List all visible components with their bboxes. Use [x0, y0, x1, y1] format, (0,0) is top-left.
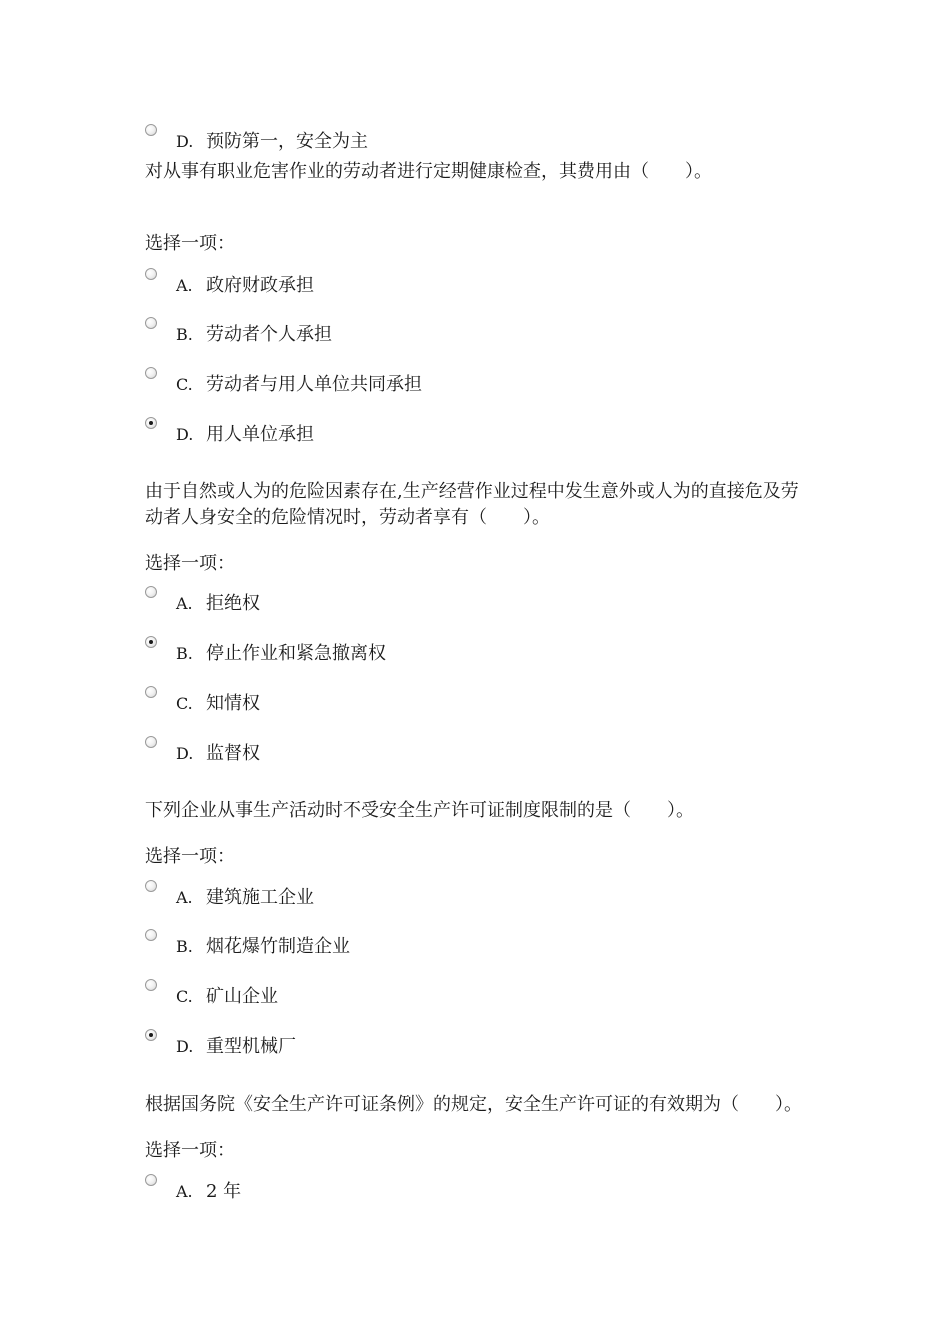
option-text: 政府财政承担 — [206, 275, 314, 296]
option-text: 劳动者与用人单位共同承担 — [206, 374, 422, 395]
option-letter: A. — [176, 888, 193, 907]
radio-button[interactable] — [145, 929, 157, 941]
option-letter: D. — [176, 744, 194, 763]
radio-button[interactable] — [145, 686, 157, 698]
option-letter: C. — [176, 375, 193, 394]
radio-button[interactable] — [145, 736, 157, 748]
radio-button-selected[interactable] — [145, 636, 157, 648]
radio-button[interactable] — [145, 124, 157, 136]
option-letter: C. — [176, 987, 193, 1006]
prompt-label: 选择一项： — [145, 553, 235, 574]
radio-button[interactable] — [145, 367, 157, 379]
option-letter: B. — [176, 644, 193, 663]
option-letter: D. — [176, 425, 194, 444]
question-text: 下列企业从事生产活动时不受安全生产许可证制度限制的是（ ）。 — [145, 800, 694, 821]
option-text: 用人单位承担 — [206, 424, 314, 445]
prompt-label: 选择一项： — [145, 846, 235, 867]
question-text: 由于自然或人为的危险因素存在,生产经营作业过程中发生意外或人为的直接危及劳动者人身安全的危险情况时，劳动者享有（ ）。 — [145, 481, 799, 528]
option-letter: A. — [176, 594, 193, 613]
option-letter: A. — [176, 1182, 193, 1201]
radio-button[interactable] — [145, 1174, 157, 1186]
option-text: 预防第一，安全为主 — [206, 131, 368, 152]
radio-button-selected[interactable] — [145, 417, 157, 429]
option-text: 停止作业和紧急撤离权 — [206, 643, 386, 664]
radio-button-selected[interactable] — [145, 1029, 157, 1041]
prompt-label: 选择一项： — [145, 233, 235, 254]
option-text: 拒绝权 — [206, 593, 260, 614]
radio-button[interactable] — [145, 586, 157, 598]
question-text: 对从事有职业危害作业的劳动者进行定期健康检查，其费用由（ ）。 — [145, 161, 712, 182]
question-text: 根据国务院《安全生产许可证条例》的规定，安全生产许可证的有效期为（ ）。 — [145, 1094, 802, 1115]
option-text: 监督权 — [206, 743, 260, 764]
option-text: 矿山企业 — [206, 986, 278, 1007]
prompt-label: 选择一项： — [145, 1140, 235, 1161]
radio-button[interactable] — [145, 317, 157, 329]
option-text: 烟花爆竹制造企业 — [206, 936, 350, 957]
option-text: 劳动者个人承担 — [206, 324, 332, 345]
option-text: 知情权 — [206, 693, 260, 714]
option-text: 2 年 — [206, 1181, 242, 1202]
radio-button[interactable] — [145, 268, 157, 280]
option-text: 建筑施工企业 — [206, 887, 314, 908]
option-text: 重型机械厂 — [206, 1036, 296, 1057]
option-letter: C. — [176, 694, 193, 713]
option-letter: B. — [176, 937, 193, 956]
option-letter: D. — [176, 1037, 194, 1056]
radio-button[interactable] — [145, 880, 157, 892]
radio-button[interactable] — [145, 979, 157, 991]
option-letter: B. — [176, 325, 193, 344]
option-letter: D. — [176, 132, 194, 151]
option-letter: A. — [176, 276, 193, 295]
